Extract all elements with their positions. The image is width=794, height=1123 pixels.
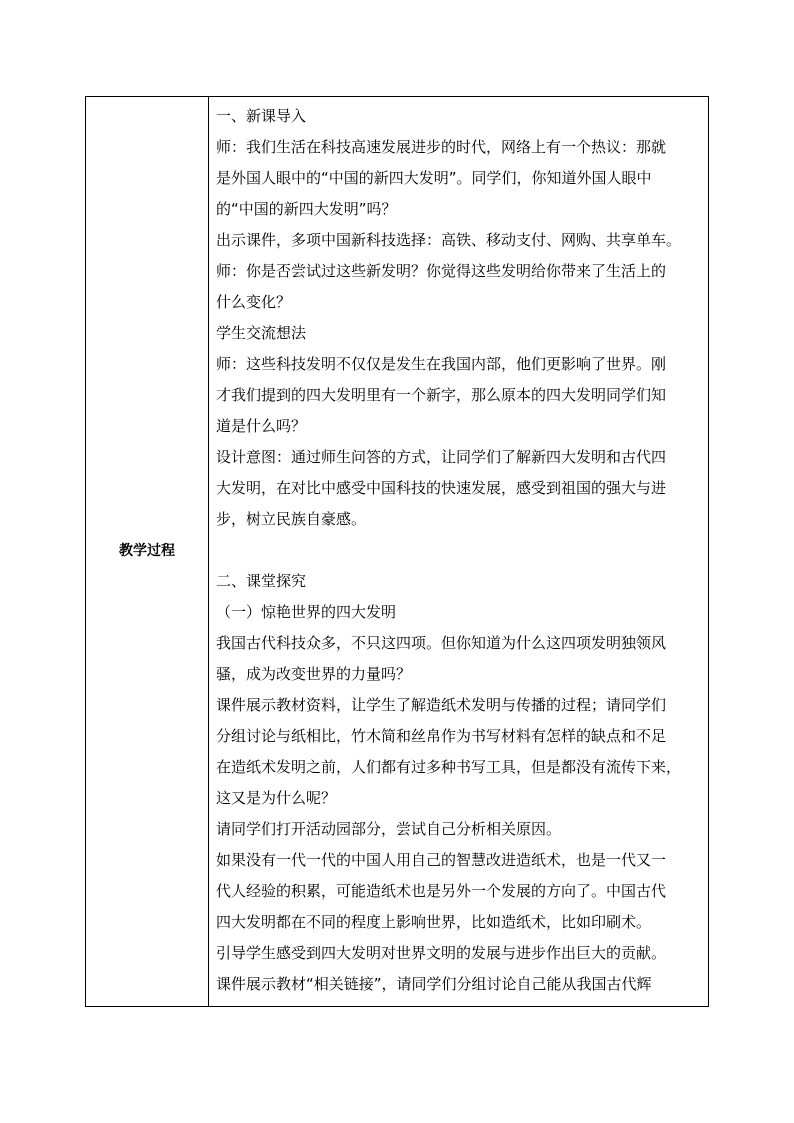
text-line: （一）惊艳世界的四大发明 <box>216 603 397 621</box>
text-line: 我国古代科技众多，不只这四项。但你知道为什么这四项发明独领风 <box>216 634 667 652</box>
row-label-cell <box>86 97 209 1006</box>
text-line: 步，树立民族自豪感。 <box>216 510 367 528</box>
text-line: 请同学们打开活动园部分，尝试自己分析相关原因。 <box>216 820 562 838</box>
text-line: 才我们提到的四大发明里有一个新字，那么原本的四大发明同学们知 <box>216 386 667 404</box>
text-line: 道是什么吗？ <box>216 417 307 435</box>
text-line: 大发明，在对比中感受中国科技的快速发展，感受到祖国的强大与进 <box>216 479 667 497</box>
text-line: 是外国人眼中的“中国的新四大发明”。同学们，你知道外国人眼中 <box>216 169 652 187</box>
text-line: 代人经验的积累，可能造纸术也是另外一个发展的方向了。中国古代 <box>216 882 667 900</box>
text-line: 的“中国的新四大发明”吗？ <box>216 200 397 218</box>
text-line: 师：你是否尝试过这些新发明？你觉得这些发明给你带来了生活上的 <box>216 262 667 280</box>
text-line: 这又是为什么呢？ <box>216 789 337 807</box>
text-line: 分组讨论与纸相比，竹木简和丝帛作为书写材料有怎样的缺点和不足 <box>216 727 667 745</box>
text-line: 二、课堂探究 <box>216 572 307 590</box>
text-line: 出示课件，多项中国新科技选择：高铁、移动支付、网购、共享单车。 <box>216 231 682 249</box>
text-line: 课件展示教材资料，让学生了解造纸术发明与传播的过程；请同学们 <box>216 696 667 714</box>
text-line: 四大发明都在不同的程度上影响世界，比如造纸术，比如印刷术。 <box>216 913 652 931</box>
text-line: 师：我们生活在科技高速发展进步的时代，网络上有一个热议：那就 <box>216 138 667 156</box>
text-line: 学生交流想法 <box>216 324 307 342</box>
text-line: 在造纸术发明之前，人们都有过多种书写工具，但是都没有流传下来， <box>216 758 682 776</box>
text-line: 一、新课导入 <box>216 107 307 125</box>
text-line: 引导学生感受到四大发明对世界文明的发展与进步作出巨大的贡献。 <box>216 944 667 962</box>
text-line: 骚，成为改变世界的力量吗？ <box>216 665 412 683</box>
blank-line <box>216 535 704 566</box>
text-line: 什么变化？ <box>216 293 292 311</box>
text-line: 师：这些科技发明不仅仅是发生在我国内部，他们更影响了世界。刚 <box>216 355 667 373</box>
text-line: 课件展示教材“相关链接”，请同学们分组讨论自己能从我国古代辉 <box>216 975 652 993</box>
text-line: 设计意图：通过师生问答的方式，让同学们了解新四大发明和古代四 <box>216 448 667 466</box>
text-line: 如果没有一代一代的中国人用自己的智慧改进造纸术，也是一代又一 <box>216 851 667 869</box>
lesson-table <box>85 96 709 1007</box>
row-label: 教学过程 <box>119 543 175 559</box>
content-cell <box>216 101 704 1000</box>
